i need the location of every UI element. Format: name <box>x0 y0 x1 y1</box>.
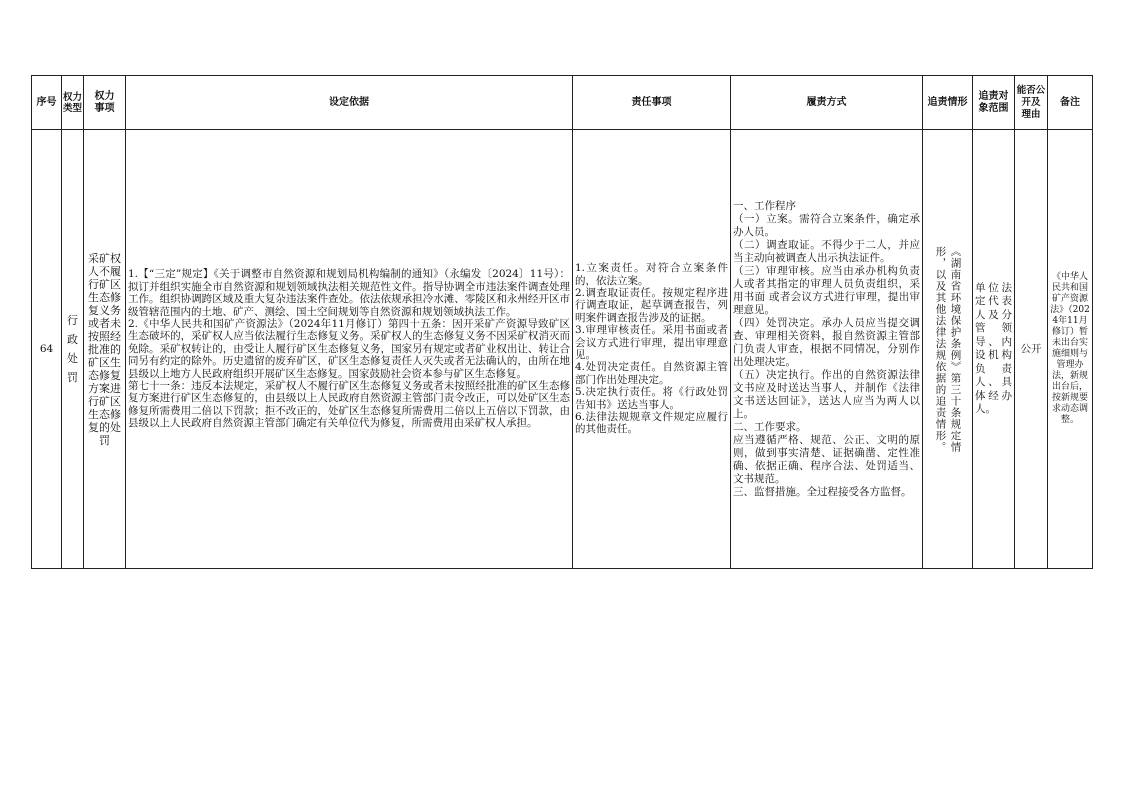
cell-pursue <box>923 130 973 569</box>
header-basis: 设定依据 <box>126 76 573 130</box>
cell-public: 公开 <box>1015 130 1048 569</box>
header-row <box>32 76 1093 130</box>
header-item: 权力 事项 <box>84 76 126 130</box>
header-responsibility: 责任事项 <box>573 76 731 130</box>
cell-type-text: 行 政 处 罚 <box>67 314 78 384</box>
power-list-table <box>31 75 1093 569</box>
cell-type <box>62 130 84 569</box>
cell-scope: 单位法定代表人及分管领导、内设机构负责人、具体经办人。 <box>973 130 1015 569</box>
cell-method: 一、工作程序 （一）立案。需符合立案条件，确定承办人员。 （二）调查取证。不得少于二人，并应当主动向被调查人出示执法证件。 （三）审理审核。应当由承办机构负责人或者其指定的审理人员负责组织，采用书面 或者会议方式进行审理，提出审理意见。 （四）处罚决定。承办人员应当提交调查、审理相关资料，报自然资源主管部门负责人审查，根据不同情况，分别作出处理决定。 （五）决定执行。作出的自然资源法律文书应及时送达当事人，并制作《法律文书送达回证》，送达人应当为两人以上。 二、工作要求。 应当遵循严格、规范、公正、文明的原则，做到事实清楚、证据确凿、定性准确、依据正确、程序合法、处罚适当、文书规范。 三、监督措施。全过程接受各方监督。 <box>731 130 923 569</box>
header-public: 能否公 开及 理由 <box>1015 76 1048 130</box>
cell-basis: 1.【“三定”规定】《关于调整市自然资源和规划局机构编制的通知》（永编发〔2024〕11号）：拟订并组织实施全市自然资源和规划领域执法相关规范性文件。指导协调全市违法案件调查处理工作。组织协调跨区域及重大复杂违法案件查处。依法依规承担冷水滩、零陵区和永州经开区市级管辖范围内的土地、矿产、测绘、国土空间规划等自然资源和规划领域执法工作。 2.《中华人民共和国矿产资源法》（2024年11月修订）第四十五条：因开采矿产资源导致矿区生态破坏的，采矿权人应当依法履行生态修复义务。采矿权人的生态修复义务不因采矿权消灭而免除。采矿权转让的，由受让人履行矿区生态修复义务，国家另有规定或者矿业权出让、转让合同另有约定的除外。历史遗留的废弃矿区，矿区生态修复责任人灭失或者无法确认的，由所在地县级以上地方人民政府组织开展矿区生态修复。国家鼓励社会资本参与矿区生态修复。 第七十一条：违反本法规定，采矿权人不履行矿区生态修复义务或者未按照经批准的矿区生态修复方案进行矿区生态修复的，由县级以上人民政府自然资源主管部门责令改正，可以处矿区生态修复所需费用二倍以下罚款；拒不改正的，处矿区生态修复所需费用二倍以上五倍以下罚款，由县级以上人民政府自然资源主管部门确定有关单位代为修复，所需费用由采矿权人承担。 <box>126 130 573 569</box>
header-note: 备注 <box>1048 76 1093 130</box>
header-scope: 追责对 象范围 <box>973 76 1015 130</box>
header-pursue: 追责情形 <box>923 76 973 130</box>
header-seq: 序号 <box>32 76 62 130</box>
header-type: 权力 类型 <box>62 76 84 130</box>
cell-seq: 64 <box>32 130 62 569</box>
cell-pursue-text: 《湖南省环境保护条例》第三十条规定情形，以及其他法律法规依据的追责情形。 <box>934 245 962 453</box>
header-method: 履责方式 <box>731 76 923 130</box>
cell-responsibility: 1.立案责任。对符合立案条件的，依法立案。 2.调查取证责任。按规定程序进行调查取证，起草调查报告，列明案件调查报告涉及的证据。 3.审理审核责任。采用书面或者会议方式进行审理，提出审理意见。 4.处罚决定责任。自然资源主管部门作出处理决定。 5.决定执行责任。将《行政处罚告知书》送达当事人。 6.法律法规规章文件规定应履行的其他责任。 <box>573 130 731 569</box>
cell-note: 《中华人民共和国矿产资源法》（2024年11月修订）暂未出台实施细则与管理办法，新规出台后，按新规要求动态调整。 <box>1048 130 1093 569</box>
table-row <box>32 130 1093 569</box>
cell-item: 采矿权人不履行矿区生态修复义务或者未按照经批准的矿区生态修复方案进行矿区生态修复的处罚 <box>84 130 126 569</box>
